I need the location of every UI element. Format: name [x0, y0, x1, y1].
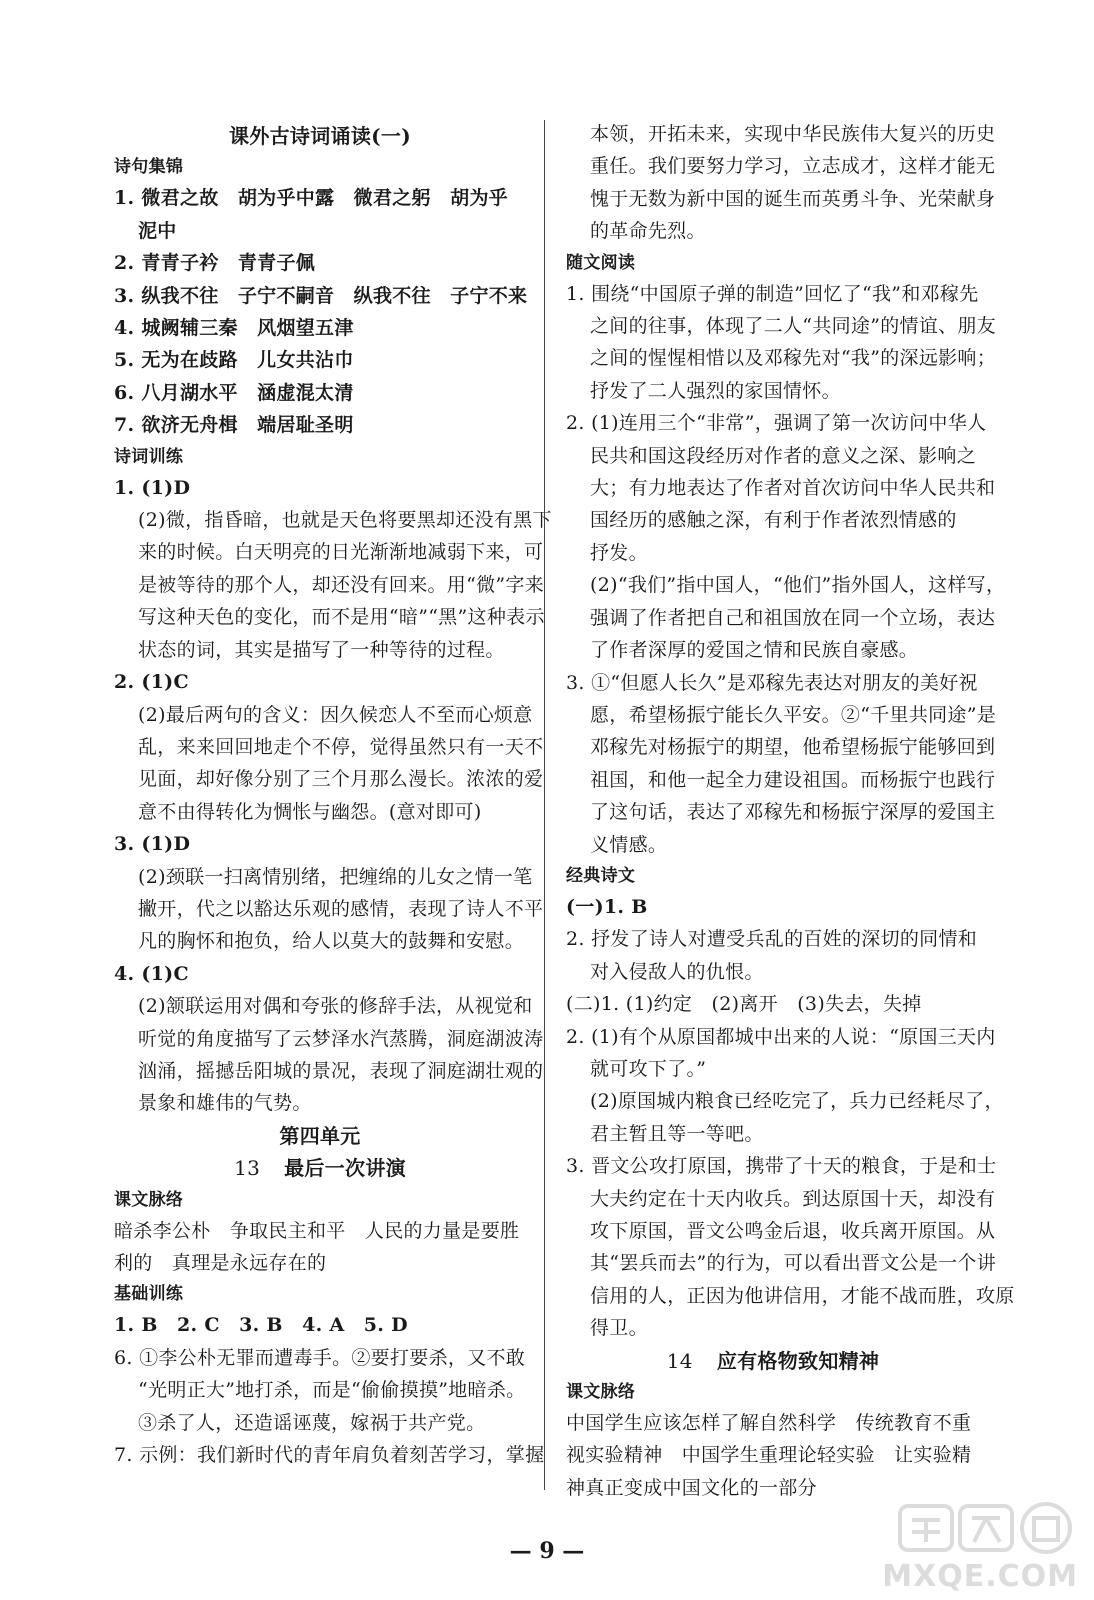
text-line: 愧于无数为新中国的诞生而英勇斗争、光荣献身 — [590, 187, 996, 210]
text-line: 来的时候。白天明亮的日光渐渐地减弱下来，可 — [138, 541, 544, 564]
lesson-title — [114, 1152, 526, 1184]
text-line: 神真正变成中国文化的一部分 — [566, 1476, 817, 1499]
text-line: 1. 围绕“中国原子弹的制造”回忆了“我”和邓稼先 — [566, 282, 979, 305]
text-line: 义情感。 — [590, 833, 668, 856]
subsection-heading: 诗句集锦 — [114, 157, 184, 178]
text-line: 祖国，和他一起全力建设祖国。而杨振宁也践行 — [590, 768, 996, 791]
text-line: 2. (1)连用三个“非常”，强调了第一次访问中华人 — [566, 412, 987, 435]
text-line: 凡的胸怀和抱负，给人以莫大的鼓舞和安慰。 — [138, 930, 525, 953]
text-line: 状态的词，其实是描写了一种等待的过程。 — [138, 638, 505, 661]
text-line: 4. 城阙辅三秦 风烟望五津 — [114, 317, 354, 340]
text-line: 3. 纵我不往 子宁不嗣音 纵我不往 子宁不来 — [114, 284, 528, 307]
text-line: 得卫。 — [590, 1317, 648, 1340]
text-line: 2. (1)有个从原国都城中出来的人说：“原国三天内 — [566, 1025, 996, 1048]
text-line: 就可攻下了。” — [590, 1057, 707, 1080]
text-line: 景象和雄伟的气势。 — [138, 1092, 312, 1115]
subsection-heading: 课文脉络 — [114, 1189, 184, 1210]
text-line: 汹涌，摇撼岳阳城的景况，表现了洞庭湖壮观的 — [138, 1059, 544, 1082]
text-line: 之间的往事，体现了二人“共同途”的情谊、朋友 — [590, 315, 997, 338]
text-line: 1. 微君之故 胡为乎中露 微君之躬 胡为乎 — [114, 187, 509, 210]
text-line: 了这句话，表达了邓稼先和杨振宁深厚的爱国主 — [590, 801, 996, 824]
text-line: 7. 欲济无舟楫 端居耻圣明 — [114, 414, 354, 437]
text-line: 国经历的感触之深，有利于作者浓烈情感的 — [590, 509, 957, 532]
lesson-name: 应有格物致知精神 — [716, 1348, 880, 1373]
text-line: 6. ①李公朴无罪而遭毒手。②要打要杀，又不敢 — [114, 1346, 526, 1369]
text-line: 大夫约定在十天内收兵。到达原国十天，却没有 — [590, 1187, 996, 1210]
text-line: 乱，来来回回地走个不停，觉得虽然只有一天不 — [138, 735, 544, 758]
text-line: (二)1. (1)约定 (2)离开 (3)失去，失掉 — [566, 993, 922, 1016]
text-line: 信用的人，正因为他讲信用，才能不战而胜，攻原 — [590, 1284, 1015, 1307]
text-line: 3. 晋文公攻打原国，携带了十天的粮食，于是和士 — [566, 1155, 997, 1178]
text-line: (2)最后两句的含义：因久候恋人不至而心烦意 — [138, 703, 533, 726]
lesson-number: 14 — [666, 1348, 693, 1373]
text-line: (一)1. B — [566, 895, 648, 918]
section-title: 课外古诗词诵读(一) — [229, 124, 411, 148]
text-line: 2. 抒发了诗人对遭受兵乱的百姓的深切的同情和 — [566, 928, 978, 951]
text-line: (2)颔联运用对偶和夸张的修辞手法，从视觉和 — [138, 995, 533, 1018]
text-line: 的革命先烈。 — [590, 220, 706, 243]
text-line: 见面，却好像分别了三个月那么漫长。浓浓的爱 — [138, 768, 544, 791]
text-line: 意不由得转化为惆怅与幽怨。(意对即可) — [138, 800, 482, 823]
text-line: 了作者深厚的爱国之情和民族自豪感。 — [590, 639, 919, 662]
answer-logo-icon — [896, 1498, 1076, 1558]
text-line: 大；有力地表达了作者对首次访问中华人民共和 — [590, 477, 996, 500]
page-number: — 9 — — [509, 1538, 585, 1564]
lesson-number: 13 — [234, 1156, 261, 1181]
text-line: 听觉的角度描写了云梦泽水汽蒸腾，洞庭湖波涛 — [138, 1027, 544, 1050]
text-line: 之间的惺惺相惜以及邓稼先对“我”的深远影响； — [590, 347, 997, 370]
text-line: 2. 青青子衿 青青子佩 — [114, 252, 316, 275]
text-line: 抒发。 — [590, 541, 648, 564]
text-line: 7. 示例：我们新时代的青年肩负着刻苦学习，掌握 — [114, 1444, 545, 1467]
text-line: (2)微，指昏暗，也就是天色将要黑却还没有黑下 — [138, 509, 552, 532]
text-line: 暗杀李公朴 争取民主和平 人民的力量是要胜 — [114, 1219, 520, 1242]
text-line: (2)“我们”指中国人，“他们”指外国人，这样写， — [590, 574, 1006, 597]
text-line: 视实验精神 中国学生重理论轻实验 让实验精 — [566, 1444, 972, 1467]
text-line: ③杀了人，还造谣诬蔑，嫁祸于共产党。 — [138, 1411, 486, 1434]
text-line: 愿，希望杨振宁能长久平安。②“千里共同途”是 — [590, 703, 997, 726]
subsection-heading: 课文脉络 — [566, 1382, 636, 1403]
right-column — [566, 118, 1015, 1504]
lesson-title — [566, 1345, 980, 1377]
text-line: 写这种天色的变化，而不是用“暗”“黑”这种表示 — [138, 606, 545, 629]
text-line: 5. 无为在歧路 儿女共沾巾 — [114, 349, 354, 372]
text-line: 其“罢兵而去”的行为，可以看出晋文公是一个讲 — [590, 1252, 997, 1275]
text-line: 泥中 — [138, 219, 177, 242]
text-line: 本领，开拓未来，实现中华民族伟大复兴的历史 — [590, 123, 996, 145]
text-line: 民共和国这段经历对作者的意义之深、影响之 — [590, 444, 977, 467]
text-line: 3. (1)D — [114, 833, 191, 856]
text-line: 是被等待的那个人，却还没有回来。用“微”字来 — [138, 573, 545, 596]
text-line: (2)颈联一扫离情别绪，把缠绵的儿女之情一笔 — [138, 865, 533, 888]
text-line: 攻下原国，晋文公鸣金后退，收兵离开原国。从 — [590, 1220, 996, 1242]
lesson-name: 最后一次讲演 — [284, 1156, 406, 1181]
text-line: 利的 真理是永远存在的 — [114, 1252, 327, 1274]
text-line: 对入侵敌人的仇恨。 — [590, 960, 764, 983]
watermark — [884, 1486, 1084, 1596]
text-line: 6. 八月湖水平 涵虚混太清 — [114, 381, 354, 404]
column-divider — [544, 120, 545, 1490]
text-line: 君主暂且等一等吧。 — [590, 1122, 764, 1145]
watermark-url: MXQE.COM — [882, 1559, 1078, 1594]
text-line: (2)原国城内粮食已经吃完了，兵力已经耗尽了， — [590, 1090, 1004, 1113]
subsection-heading: 诗词训练 — [114, 446, 184, 467]
subsection-heading: 经典诗文 — [566, 865, 636, 886]
left-column — [114, 120, 552, 1471]
text-line: 1. (1)D — [114, 476, 191, 499]
text-line: 撇开，代之以豁达乐观的感情，表现了诗人不平 — [138, 897, 544, 920]
text-line: 1. B 2. C 3. B 4. A 5. D — [114, 1314, 408, 1337]
text-line: 邓稼先对杨振宁的期望，他希望杨振宁能够回到 — [590, 736, 996, 759]
text-line: 抒发了二人强烈的家国情怀。 — [590, 379, 841, 402]
text-line: 强调了作者把自己和祖国放在同一个立场，表达 — [590, 606, 996, 629]
text-line: 4. (1)C — [114, 962, 189, 985]
text-line: 2. (1)C — [114, 671, 189, 694]
unit-title: 第四单元 — [279, 1123, 361, 1148]
text-line: “光明正大”地打杀，而是“偷偷摸摸”地暗杀。 — [138, 1379, 526, 1402]
text-line: 中国学生应该怎样了解自然科学 传统教育不重 — [566, 1412, 972, 1435]
subsection-heading: 基础训练 — [114, 1284, 184, 1305]
text-line: 3. ①“但愿人长久”是邓稼先表达对朋友的美好祝 — [566, 671, 978, 694]
subsection-heading: 随文阅读 — [566, 252, 636, 273]
text-line: 重任。我们要努力学习，立志成才，这样才能无 — [590, 155, 996, 178]
